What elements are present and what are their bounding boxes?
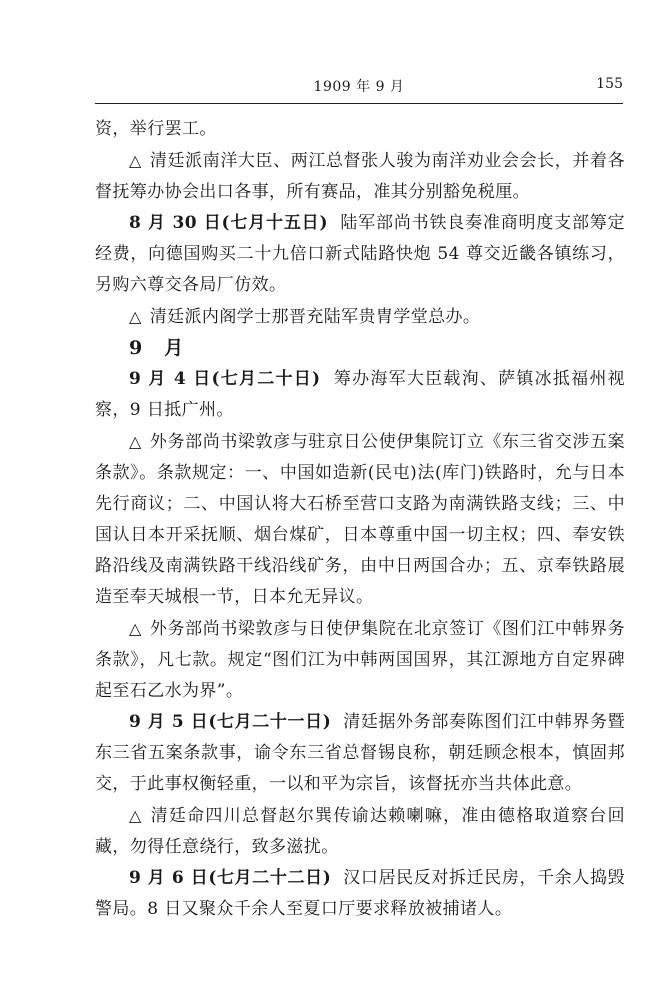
header-title: 1909 年 9 月 [313, 79, 405, 95]
paragraph-entry: △ 清廷派南洋大臣、两江总督张人骏为南洋劝业会会长，并着各督抚筹办协会出口各事，所有赛品，准其分别豁免税厘。 [95, 151, 625, 202]
page-body [95, 114, 625, 925]
triangle-marker-icon: △ [129, 806, 143, 825]
running-header [95, 76, 623, 104]
paragraph-entry: 9 月 5 日(七月二十一日) 清廷据外务部奏陈图们江中韩界务暨东三省五案条款事，谕令东三省总督锡良称，朝廷顾念根本，慎固邦交，于此事权衡轻重，一以和平为宗旨，该督抚亦当共体此意。 [95, 712, 626, 794]
month-heading: 9 月 [129, 337, 184, 359]
entry-date: 8 月 30 日(七月十五日) [129, 213, 328, 233]
paragraph-continuation: 资，举行罢工。 [95, 119, 217, 139]
paragraph-entry: △ 外务部尚书梁敦彦与日使伊集院在北京签订《图们江中韩界务条款》，凡七款。规定“图们江为中韩两国国界，其江源地方自定界碑起至石乙水为界”。 [95, 619, 625, 701]
paragraph-entry: △ 清廷命四川总督赵尔巽传谕达赖喇嘛，准由德格取道察台回藏，勿得任意绕行，致多滋扰。 [95, 806, 625, 857]
page-number: 155 [596, 76, 623, 92]
triangle-marker-icon: △ [129, 151, 142, 170]
entry-date: 9 月 5 日(七月二十一日) [129, 712, 332, 732]
paragraph-entry: 9 月 6 日(七月二十二日) 汉口居民反对拆迁民房，千余人捣毁警局。8 日又聚众千余人至夏口厅要求释放被捕诸人。 [95, 868, 626, 919]
paragraph-entry: 8 月 30 日(七月十五日) 陆军部尚书铁良奏准商明度支部筹定经费，向德国购买二十九倍口新式陆路快炮 54 尊交近畿各镇练习，另购六尊交各局厂仿效。 [95, 213, 626, 295]
triangle-marker-icon: △ [129, 619, 142, 638]
entry-date: 9 月 4 日(七月二十日) [129, 369, 321, 389]
paragraph-entry: △ 外务部尚书梁敦彦与驻京日公使伊集院订立《东三省交涉五案条款》。条款规定：一、中国如造新(民屯)法(库门)铁路时，允与日本先行商议；二、中国认将大石桥至营口支路为南满铁路支线；三、中国认日本开采抚顺、烟台煤矿，日本尊重中国一切主权；四、奉安铁路沿线及南满铁路干线沿线矿务，由中日两国合办；五、京奉铁路展造至奉天城根一节，日本允无异议。 [95, 432, 625, 607]
triangle-marker-icon: △ [129, 432, 142, 451]
entry-date: 9 月 6 日(七月二十二日) [129, 868, 332, 888]
header-rule [95, 103, 623, 104]
triangle-marker-icon: △ [129, 307, 142, 326]
paragraph-entry: 9 月 4 日(七月二十日) 筹办海军大臣载洵、萨镇冰抵福州视察，9 日抵广州。 [95, 369, 626, 420]
paragraph-entry: △ 清廷派内阁学士那晋充陆军贵胄学堂总办。 [129, 307, 481, 327]
